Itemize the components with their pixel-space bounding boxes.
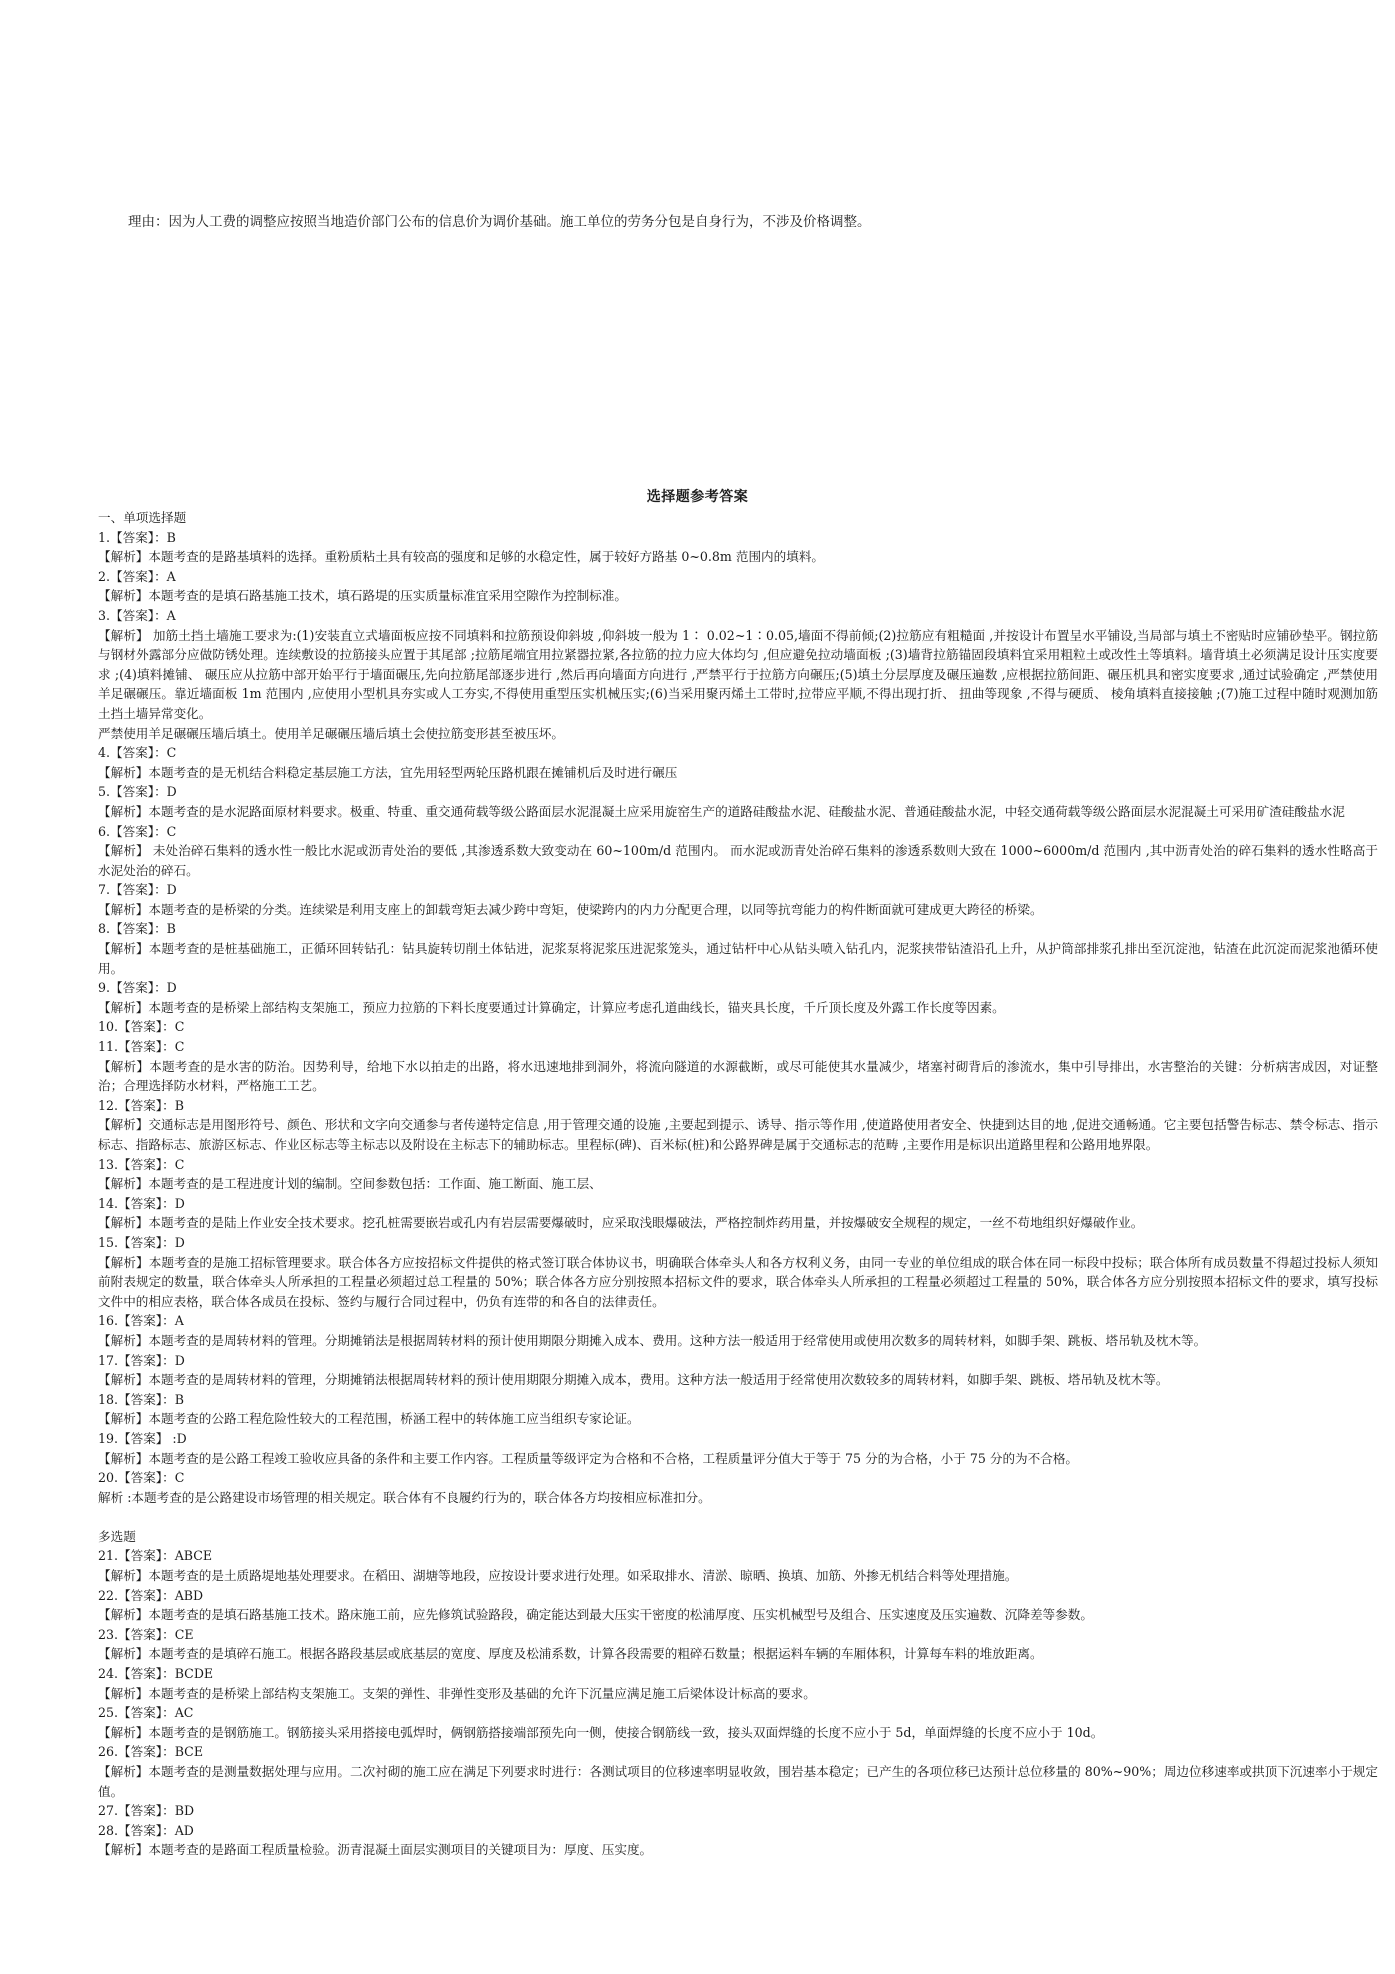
answer-7: 7.【答案】：D [98,882,177,898]
explanation-8: 【解析】本题考查的是桩基础施工，正循环回转钻孔：钻具旋转切削土体钻进，泥浆泵将泥浆压进泥浆笼头，通过钻杆中心从钻头喷入钻孔内，泥浆挟带钻渣沿孔上升，从护筒部排浆孔排出至沉淀池，钻渣在此沉淀而泥浆池循环使用。 [98,941,1378,976]
answer-21: 21.【答案】：ABCE [98,1548,213,1564]
answer-15: 15.【答案】：D [98,1234,185,1250]
explanation-26: 【解析】本题考查的是测量数据处理与应用。二次衬砌的施工应在满足下列要求时进行：各测试项目的位移速率明显收敛，围岩基本稳定；已产生的各项位移已达预计总位移量的 80%~90%；周边位移速率或拱顶下沉速率小于规定值。 [98,1764,1378,1799]
answer-27: 27.【答案】：BD [98,1803,195,1819]
answer-13: 13.【答案】：C [98,1156,185,1172]
answer-11: 11.【答案】：C [98,1039,185,1055]
explanation-9: 【解析】本题考查的是桥梁上部结构支架施工，预应力拉筋的下料长度要通过计算确定，计算应考虑孔道曲线长，锚夹具长度，千斤顶长度及外露工作长度等因素。 [98,999,1005,1015]
answer-19: 19.【答案】 :D [98,1430,187,1446]
explanation-5: 【解析】本题考查的是水泥路面原材料要求。极重、特重、重交通荷载等级公路面层水泥混凝土应采用旋窑生产的道路硅酸盐水泥、硅酸盐水泥、普通硅酸盐水泥，中轻交通荷载等级公路面层水泥混凝土可采用矿渣硅酸盐水泥 [98,803,1345,819]
explanation-4: 【解析】本题考查的是无机结合料稳定基层施工方法，宜先用轻型两轮压路机跟在摊铺机后及时进行碾压 [98,764,678,780]
explanation-15: 【解析】本题考查的是施工招标管理要求。联合体各方应按招标文件提供的格式签订联合体协议书，明确联合体牵头人和各方权利义务，由同一专业的单位组成的联合体在同一标段中投标；联合体所有成员数量不得超过投标人须知前附表规定的数量，联合体牵头人所承担的工程量必须超过总工程量的 50%；联合体各方应分别按照本招标文件的要求，联合体牵头人所承担的工程量必须超过工程量的 50%，联合体各方应分别按照本招标文件的要求，填写投标文件中的相应表格，联合体各成员在投标、签约与履行合同过程中，仍负有连带的和各自的法律责任。 [98,1254,1378,1309]
explanation-22: 【解析】本题考查的是填石路基施工技术。路床施工前，应先修筑试验路段，确定能达到最大压实干密度的松浦厚度、压实机械型号及组合、压实速度及压实遍数、沉降差等参数。 [98,1607,1093,1623]
explanation-21: 【解析】本题考查的是土质路堤地基处理要求。在稻田、湖塘等地段，应按设计要求进行处理。如采取排水、清淤、晾晒、换填、加筋、外掺无机结合料等处理措施。 [98,1568,1018,1584]
answer-17: 17.【答案】：D [98,1352,185,1368]
explanation-3: 【解析】 加筋土挡土墙施工要求为:(1)安装直立式墙面板应按不同填料和拉筋预设仰斜坡 ,仰斜坡一般为 1∶ 0.02~1∶0.05,墙面不得前倾;(2)拉筋应有粗糙面 ,并按设计布置呈水平铺设,当局部与填土不密贴时应铺砂垫平。钢拉筋与钢材外露部分应做防锈处理。连续敷设的拉筋接头应置于其尾部 ;拉筋尾端宜用拉紧器拉紧,各拉筋的拉力应大体均匀 ,但应避免拉动墙面板 ;(3)墙背拉筋锚固段填料宜采用粗粒土或改性土等填料。墙背填土必须满足设计压实度要求 ;(4)填料摊铺、 碾压应从拉筋中部开始平行于墙面碾压,先向拉筋尾部逐步进行 ,然后再向墙面方向进行 ,严禁平行于拉筋方向碾压;(5)填土分层厚度及碾压遍数 ,应根据拉筋间距、碾压机具和密实度要求 ,通过试验确定 ,严禁使用羊足碾碾压。靠近墙面板 1m 范围内 ,应使用小型机具夯实或人工夯实,不得使用重型压实机械压实;(6)当采用聚丙烯土工带时,拉带应平顺,不得出现打折、 扭曲等现象 ,不得与硬质、 棱角填料直接接触 ;(7)施工过程中随时观测加筋土挡土墙异常变化。 [98,627,1378,721]
answer-26: 26.【答案】：BCE [98,1744,204,1760]
answer-1: 1.【答案】：B [98,529,176,545]
explanation-6: 【解析】 未处治碎石集料的透水性一般比水泥或沥青处治的要低 ,其渗透系数大致变动在 60~100m/d 范围内。 而水泥或沥青处治碎石集料的渗透系数则大致在 1000~6000m/d 范围内 ,其中沥青处治的碎石集料的透水性略高于水泥处治的碎石。 [98,843,1378,878]
answer-6: 6.【答案】：C [98,823,177,839]
answer-18: 18.【答案】：B [98,1391,184,1407]
answer-16: 16.【答案】：A [98,1313,184,1329]
explanation-18: 【解析】本题考查的公路工程危险性较大的工程范围，桥涵工程中的转体施工应当组织专家论证。 [98,1411,640,1427]
explanation-19: 【解析】本题考查的是公路工程竣工验收应具备的条件和主要工作内容。工程质量等级评定为合格和不合格，工程质量评分值大于等于 75 分的为合格，小于 75 分的为不合格。 [98,1450,1079,1466]
explanation-1: 【解析】本题考查的是路基填料的选择。重粉质粘土具有较高的强度和足够的水稳定性，属于较好方路基 0~0.8m 范围内的填料。 [98,549,825,565]
explanation-3-note: 严禁使用羊足碾碾压墙后填土。使用羊足碾碾压墙后填土会使拉筋变形甚至被压坏。 [98,725,564,741]
answer-8: 8.【答案】：B [98,921,176,937]
section-spacer [98,1507,1378,1527]
reason-paragraph: 理由：因为人工费的调整应按照当地造价部门公布的信息价为调价基础。施工单位的劳务分包是自身行为，不涉及价格调整。 [128,214,871,230]
explanation-7: 【解析】本题考查的是桥梁的分类。连续梁是利用支座上的卸载弯矩去减少跨中弯矩，使梁跨内的内力分配更合理，以同等抗弯能力的构件断面就可建成更大跨径的桥梁。 [98,901,1043,917]
explanation-20: 解析 :本题考查的是公路建设市场管理的相关规定。联合体有不良履约行为的，联合体各方均按相应标准扣分。 [98,1489,711,1505]
answer-9: 9.【答案】：D [98,980,177,996]
answer-25: 25.【答案】：AC [98,1705,194,1721]
answer-3: 3.【答案】：A [98,607,176,623]
page-title: 选择题参考答案 [646,489,749,505]
explanation-2: 【解析】本题考查的是填石路基施工技术，填石路堤的压实质量标准宜采用空隙作为控制标准。 [98,588,627,604]
explanation-12: 【解析】交通标志是用图形符号、颜色、形状和文字向交通参与者传递特定信息 ,用于管理交通的设施 ,主要起到提示、诱导、指示等作用 ,使道路使用者安全、快捷到达目的地 ,促进交通畅通。它主要包括警告标志、禁令标志、指示标志、指路标志、旅游区标志、作业区标志等主标志以及附设在主标志下的辅助标志。里程标(碑)、百米标(桩)和公路界碑是属于交通标志的范畴 ,主要作用是标识出道路里程和公路用地界限。 [98,1117,1378,1152]
explanation-17: 【解析】本题考查的是周转材料的管理，分期摊销法根据周转材料的预计使用期限分期摊入成本，费用。这种方法一般适用于经常使用次数较多的周转材料，如脚手架、跳板、塔吊轨及枕木等。 [98,1372,1169,1388]
answer-list [98,508,1378,1860]
answer-20: 20.【答案】：C [98,1470,185,1486]
answer-23: 23.【答案】：CE [98,1626,194,1642]
explanation-28: 【解析】本题考查的是路面工程质量检验。沥青混凝土面层实测项目的关键项目为：厚度、压实度。 [98,1842,653,1858]
explanation-25: 【解析】本题考查的是钢筋施工。钢筋接头采用搭接电弧焊时，俩钢筋搭接端部预先向一侧，使接合钢筋线一致，接头双面焊缝的长度不应小于 5d，单面焊缝的长度不应小于 10d。 [98,1724,1104,1740]
answer-28: 28.【答案】：AD [98,1822,194,1838]
section-heading-multi: 多选题 [98,1528,136,1544]
answer-22: 22.【答案】：ABD [98,1587,204,1603]
answer-5: 5.【答案】：D [98,784,177,800]
answer-24: 24.【答案】：BCDE [98,1666,214,1682]
explanation-11: 【解析】本题考查的是水害的防治。因势利导，给地下水以拍走的出路，将水迅速地排到洞外，将流向隧道的水源截断，或尽可能使其水量减少，堵塞衬砌背后的渗流水，集中引导排出，水害整治的关键：分析病害成因，对证整治；合理选择防水材料，严格施工工艺。 [98,1058,1378,1094]
explanation-24: 【解析】本题考查的是桥梁上部结构支架施工。支架的弹性、非弹性变形及基础的允许下沉量应满足施工后梁体设计标高的要求。 [98,1685,816,1701]
explanation-16: 【解析】本题考查的是周转材料的管理。分期摊销法是根据周转材料的预计使用期限分期摊入成本、费用。这种方法一般适用于经常使用或使用次数多的周转材料，如脚手架、跳板、塔吊轨及枕木等。 [98,1332,1207,1348]
answer-2: 2.【答案】：A [98,568,176,584]
explanation-13: 【解析】本题考查的是工程进度计划的编制。空间参数包括：工作面、施工断面、施工层、 [98,1176,602,1192]
answer-4: 4.【答案】：C [98,745,177,761]
answer-10: 10.【答案】：C [98,1019,185,1035]
section-heading-single: 一、单项选择题 [98,510,187,525]
explanation-23: 【解析】本题考查的是填碎石施工。根据各路段基层或底基层的宽度、厚度及松浦系数，计算各段需要的粗碎石数量；根据运料车辆的车厢体积，计算每车料的堆放距离。 [98,1646,1043,1662]
answer-14: 14.【答案】：D [98,1195,185,1211]
explanation-14: 【解析】本题考查的是陆上作业安全技术要求。挖孔桩需要嵌岩或孔内有岩层需要爆破时，应采取浅眼爆破法，严格控制炸药用量，并按爆破安全规程的规定，一丝不苟地组织好爆破作业。 [98,1215,1144,1231]
answer-12: 12.【答案】：B [98,1097,184,1113]
